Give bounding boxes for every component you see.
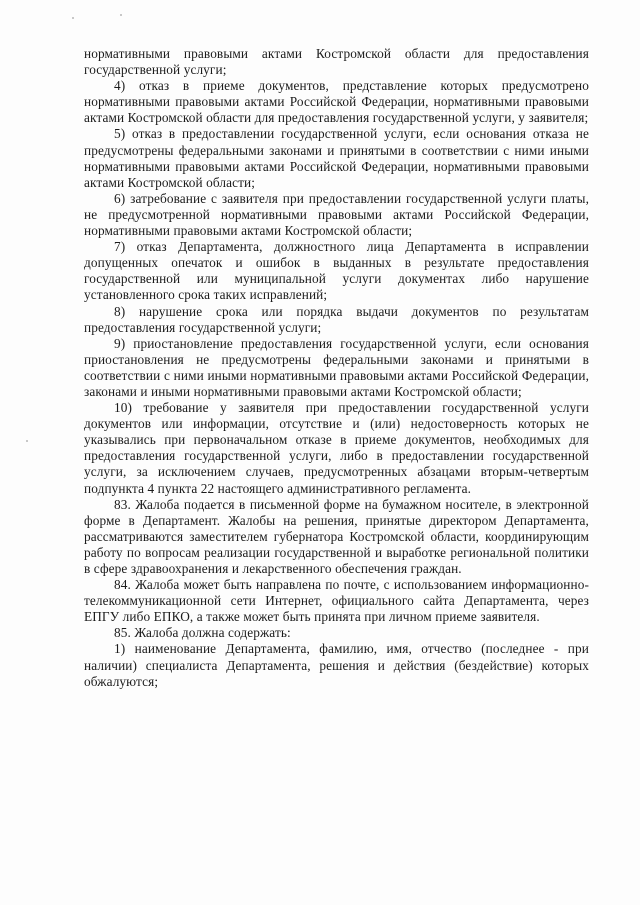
list-item-10: 10) требование у заявителя при предоставлении государственной услуги документов или информации, отсутствие и (или) недостоверность которых не указывались при первоначальном отказе в приеме документов, необходимых для предоставления государственной услуги, либо в предоставлении государственной услуги, за исключением случаев, предусмотренных абзацами вторым-четвертым подпункта 4 пункта 22 настоящего административного регламента. [84,400,589,496]
scan-speck [120,14,122,16]
list-item-6: 6) затребование с заявителя при предоставлении государственной услуги платы, не предусмотренной нормативными правовыми актами Российской Федерации, нормативными правовыми актами Костромской области; [84,190,589,239]
clause-84: 84. Жалоба может быть направлена по почте, с использованием информационно-телекоммуникационной сети Интернет, официального сайта Департамента, через ЕПГУ либо ЕПКО, а также может быть принята при личном приеме заявителя. [84,577,589,625]
list-item-9: 9) приостановление предоставления государственной услуги, если основания приостановления не предусмотрены федеральными законами и принятыми в соответствии с ними иными нормативными правовыми актами Российской Федерации, законами и иными нормативными правовыми актами Костромской области; [84,335,589,399]
clause-85: 85. Жалоба должна содержать: [114,625,291,641]
list-item-5: 5) отказ в предоставлении государственной услуги, если основания отказа не предусмотрены федеральными законами и принятыми в соответствии с ними иными нормативными правовыми актами Российской Федерации, нормативными правовыми актами Костромской области; [84,126,589,190]
clause-85-item-1: 1) наименование Департамента, фамилию, имя, отчество (последнее - при наличии) специалиста Департамента, решения и действия (бездействие) которых обжалуются; [84,641,589,689]
scan-speck [26,440,28,442]
scan-speck [72,17,74,19]
list-item-7: 7) отказ Департамента, должностного лица Департамента в исправлении допущенных опечаток и ошибок в выданных в результате предоставления государственной или муниципальной услуги документах либо нарушение установленного срока таких исправлений; [84,239,589,303]
list-item-4: 4) отказ в приеме документов, представление которых предусмотрено нормативными правовыми актами Российской Федерации, нормативными правовыми актами Костромской области для предоставления государственной услуги, у заявителя; [84,78,589,126]
clause-83: 83. Жалоба подается в письменной форме на бумажном носителе, в электронной форме в Департамент. Жалобы на решения, принятые директором Департамента, рассматриваются заместителем губернатора Костромской области, координирующим работу по вопросам реализации государственной и выработке региональной политики в сфере здравоохранения и лекарственного обеспечения граждан. [84,496,589,576]
document-body [84,46,589,690]
list-item-8: 8) нарушение срока или порядка выдачи документов по результатам предоставления государственной услуги; [84,303,589,335]
paragraph-continuation: нормативными правовыми актами Костромской области для предоставления государственной услуги; [84,46,589,78]
